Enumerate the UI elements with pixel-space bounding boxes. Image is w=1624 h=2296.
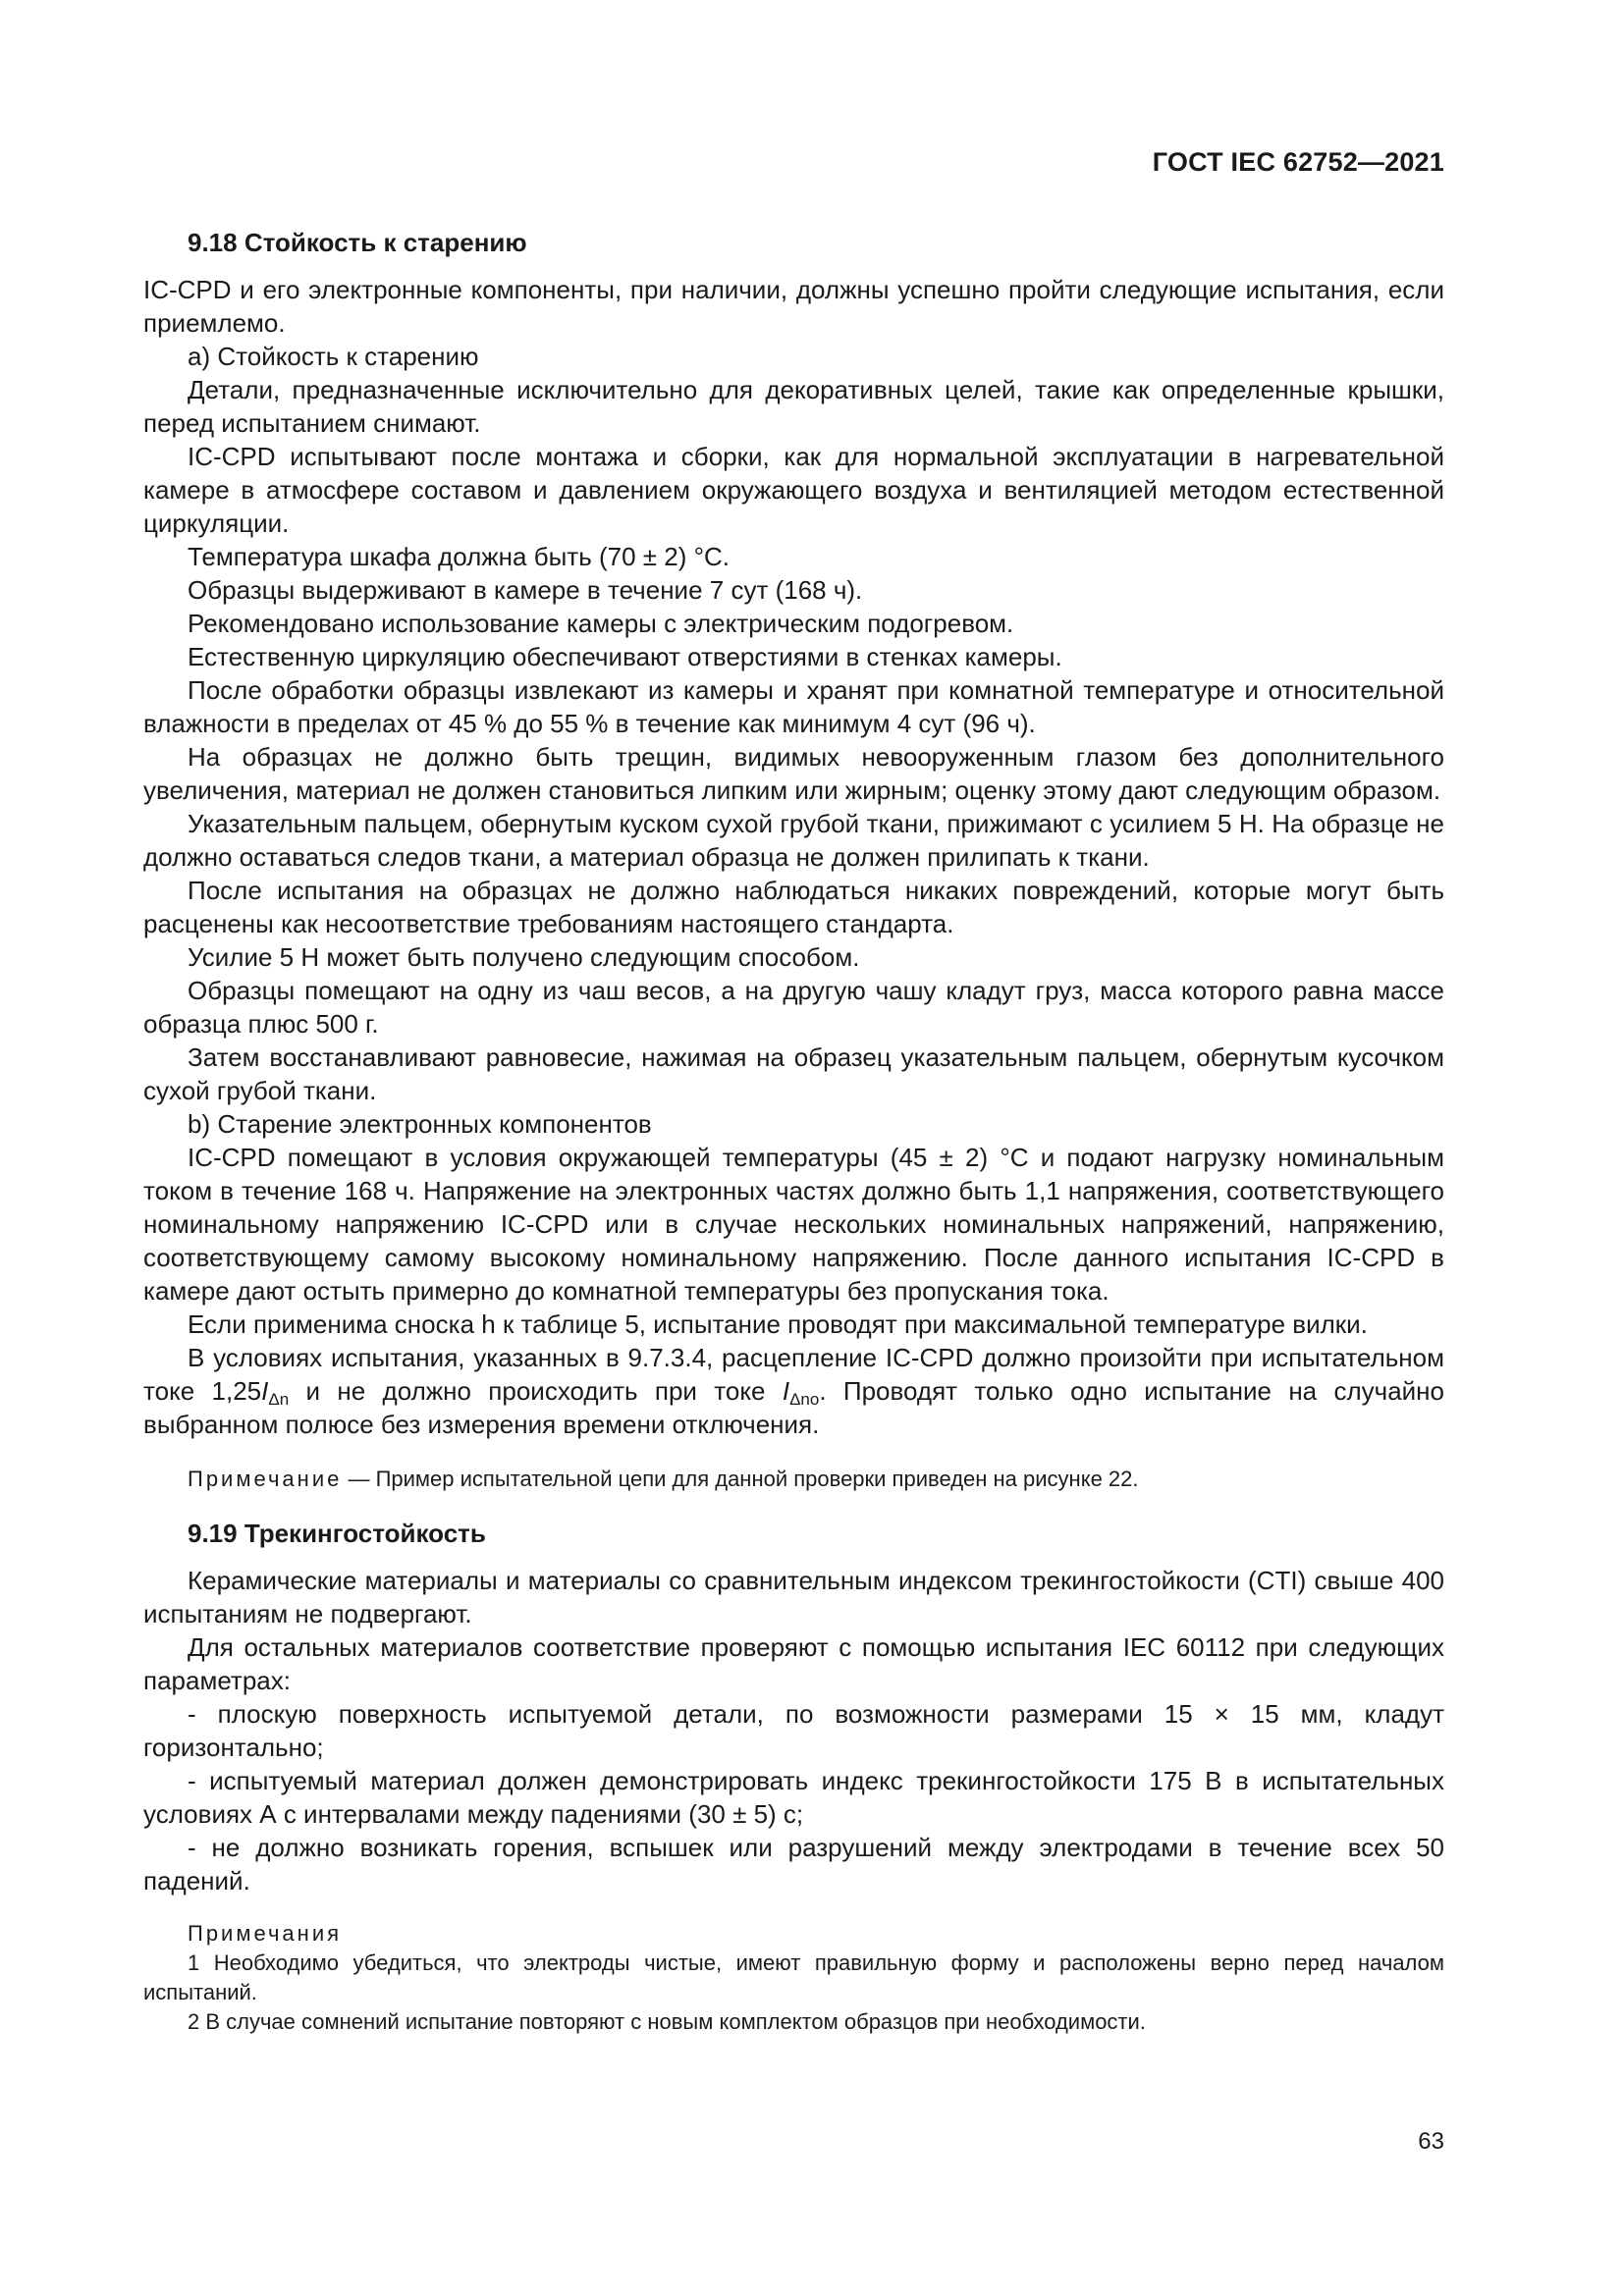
paragraph: Детали, предназначенные исключительно для декоративных целей, такие как определенные крышки, перед испытанием снимают. bbox=[143, 375, 1444, 438]
list-item: - не должно возникать горения, вспышек или разрушений между электродами в течение всех 50 падений. bbox=[143, 1833, 1444, 1896]
paragraph: На образцах не должно быть трещин, видимых невооруженным глазом без дополнительного увеличения, материал не должен становиться липким или жирным; оценку этому дают следующим образом. bbox=[143, 742, 1444, 805]
paragraph: Естественную циркуляцию обеспечивают отверстиями в стенках камеры. bbox=[188, 642, 1062, 671]
note-text: — Пример испытательной цепи для данной проверки приведен на рисунке 22. bbox=[342, 1467, 1139, 1491]
current-subscript: Δn bbox=[268, 1390, 290, 1409]
paragraph: Если применима сноска h к таблице 5, испытание проводят при максимальной температуре вилки. bbox=[188, 1309, 1368, 1339]
tripping-text-c: . Проводят только одно испытание на случайно выбранном полюсе без измерения времени отключения. bbox=[143, 1376, 1444, 1439]
paragraph: Усилие 5 Н может быть получено следующим способом. bbox=[188, 942, 860, 972]
list-item: - плоскую поверхность испытуемой детали, по возможности размерами 15 × 15 мм, кладут горизонтально; bbox=[143, 1699, 1444, 1762]
paragraph: IC-CPD испытывают после монтажа и сборки, как для нормальной эксплуатации в нагревательной камере в атмосфере составом и давлением окружающего воздуха и вентиляцией методом естественной циркуляции. bbox=[143, 442, 1444, 538]
document-code-header: ГОСТ IEC 62752—2021 bbox=[1152, 147, 1444, 177]
list-item: - испытуемый материал должен демонстрировать индекс трекингостойкости 175 В в испытательных условиях А с интервалами между падениями (30 ± 5) с; bbox=[143, 1766, 1444, 1829]
section-9-19 bbox=[143, 1517, 1444, 2037]
paragraph: IC-CPD помещают в условия окружающей температуры (45 ± 2) °С и подают нагрузку номинальным током в течение 168 ч. Напряжение на электронных частях должно быть 1,1 напряжения, соответствующего номинальному напряжению IC-CPD или в случае нескольких номинальных напряжений, напряжению, соответствующему самому высокому номинальному напряжению. После данного испытания IC-CPD в камере дают остыть примерно до комнатной температуры без пропускания тока. bbox=[143, 1143, 1444, 1306]
note-item: 1 Необходимо убедиться, что электроды чистые, имеют правильную форму и расположены верно перед началом испытаний. bbox=[143, 1950, 1444, 2004]
section-title: 9.19 Трекингостойкость bbox=[188, 1519, 486, 1548]
notes-title: Примечания bbox=[188, 1921, 343, 1946]
page-number: 63 bbox=[1418, 2128, 1444, 2155]
paragraph: Образцы помещают на одну из чаш весов, а на другую чашу кладут груз, масса которого равна массе образца плюс 500 г. bbox=[143, 976, 1444, 1039]
section-body bbox=[143, 1564, 1444, 2037]
paragraph: Указательным пальцем, обернутым куском сухой грубой ткани, прижимают с усилием 5 Н. На образце не должно оставаться следов ткани, а материал образца не должен прилипать к ткани. bbox=[143, 809, 1444, 872]
paragraph: Температура шкафа должна быть (70 ± 2) °С. bbox=[188, 542, 730, 571]
note-item: 2 В случае сомнений испытание повторяют с новым комплектом образцов при необходимости. bbox=[188, 2009, 1146, 2034]
section-title: 9.18 Стойкость к старению bbox=[188, 228, 527, 257]
paragraph: После испытания на образцах не должно наблюдаться никаких повреждений, которые могут быть расценены как несоответствие требованиям настоящего стандарта. bbox=[143, 876, 1444, 938]
tripping-text-b: и не должно происходить при токе bbox=[289, 1376, 783, 1406]
paragraph: Рекомендовано использование камеры с электрическим подогревом. bbox=[188, 609, 1014, 638]
section-body bbox=[143, 273, 1444, 1494]
tripping-text-a: В условиях испытания, указанных в 9.7.3.4, расцепление IC-CPD должно произойти при испытательном токе 1,25 bbox=[143, 1343, 1444, 1406]
note-label: Примечание bbox=[188, 1467, 343, 1491]
section-9-18 bbox=[143, 226, 1444, 1494]
paragraph: Затем восстанавливают равновесие, нажимая на образец указательным пальцем, обернутым кусочком сухой грубой ткани. bbox=[143, 1042, 1444, 1105]
paragraph: Образцы выдерживают в камере в течение 7 сут (168 ч). bbox=[188, 575, 863, 605]
current-symbol: I bbox=[261, 1376, 269, 1406]
current-symbol: I bbox=[782, 1376, 790, 1406]
current-subscript: Δno bbox=[789, 1390, 820, 1409]
tripping-paragraph bbox=[143, 1341, 1444, 1441]
paragraph: Для остальных материалов соответствие проверяют с помощью испытания IEC 60112 при следующих параметрах: bbox=[143, 1632, 1444, 1695]
paragraph: После обработки образцы извлекают из камеры и хранят при комнатной температуре и относительной влажности в пределах от 45 % до 55 % в течение как минимум 4 сут (96 ч). bbox=[143, 675, 1444, 738]
paragraph: a) Стойкость к старению bbox=[188, 342, 479, 371]
paragraph: b) Старение электронных компонентов bbox=[188, 1109, 652, 1139]
paragraph: IC-CPD и его электронные компоненты, при наличии, должны успешно пройти следующие испытания, если приемлемо. bbox=[143, 275, 1444, 338]
paragraph: Керамические материалы и материалы со сравнительным индексом трекингостойкости (CTI) свыше 400 испытаниям не подвергают. bbox=[143, 1566, 1444, 1629]
note bbox=[143, 1465, 1444, 1494]
